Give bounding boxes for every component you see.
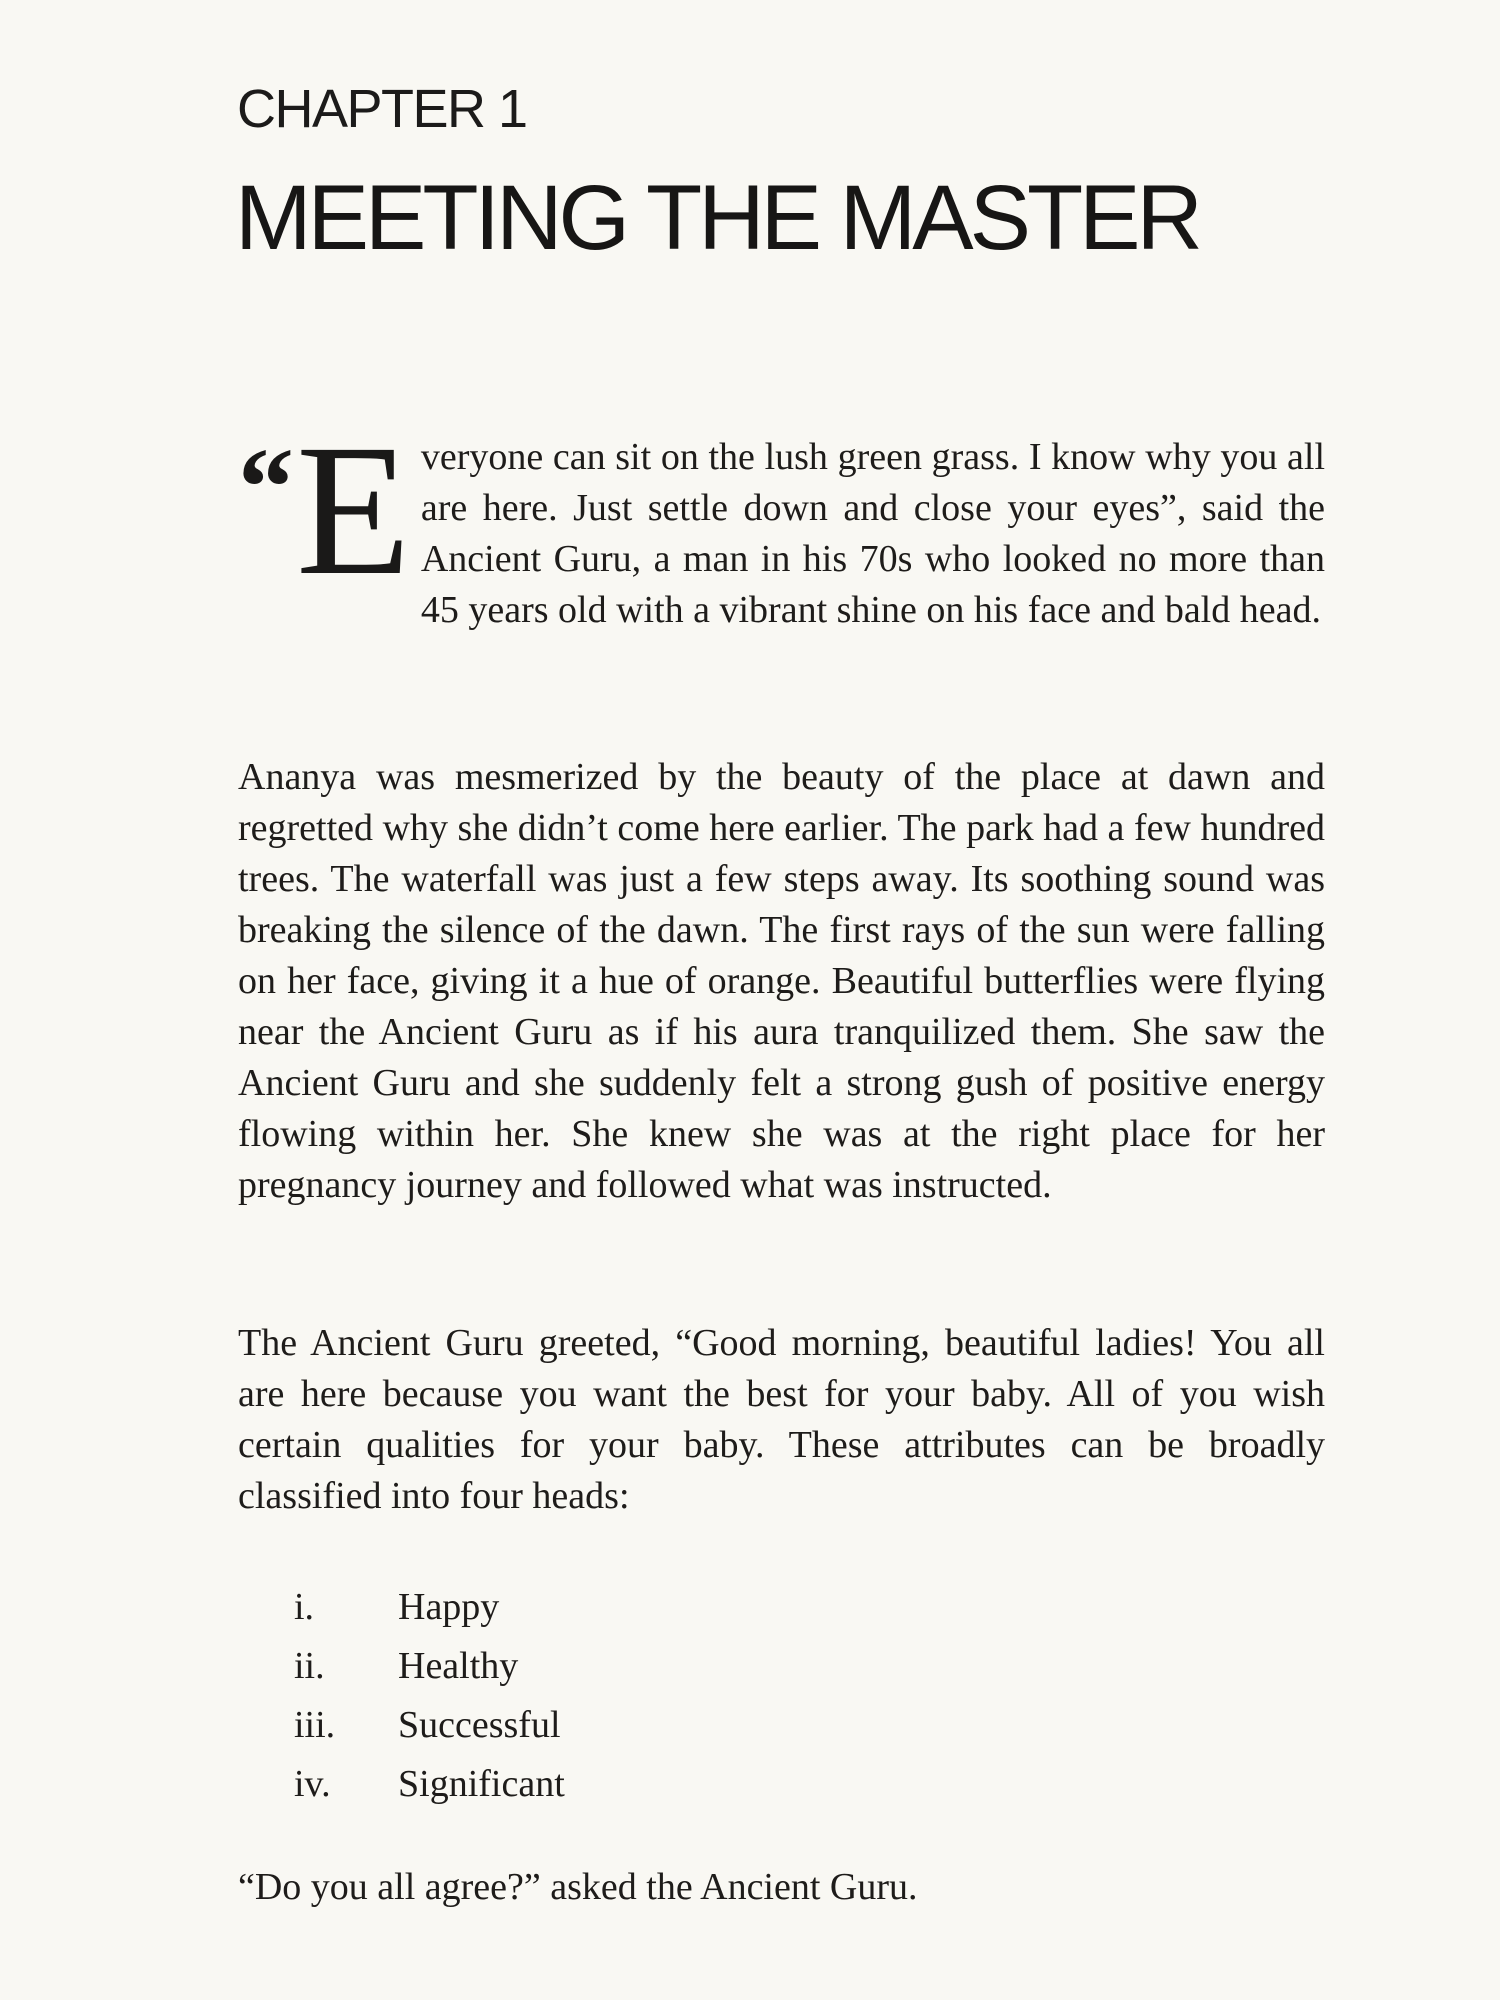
list-numeral: ii. — [294, 1645, 325, 1687]
paragraph-opening — [238, 405, 1325, 636]
list-label: Happy — [398, 1586, 500, 1628]
opening-quote-mark: “ — [238, 426, 294, 550]
paragraph-ananya: Ananya was mesmerized by the beauty of the place at dawn and regretted why she didn’t come here earlier. The park had a few hundred trees. The waterfall was just a few steps away. Its soothing sound was breaking the silence of the dawn. The first rays of the sun were falling on her face, giving it a hue of orange. Beautiful butterflies were flying near the Ancient Guru as if his aura tranquilized them. She saw the Ancient Guru and she suddenly felt a strong gush of positive energy flowing within her. She knew she was at the right place for her pregnancy journey and followed what was instructed. — [238, 756, 1325, 1206]
list-item — [238, 1578, 938, 1637]
paragraph-opening-text: veryone can sit on the lush green grass. I know why you all are here. Just settle down and close your eyes”, said the Ancient Guru, a man in his 70s who looked no more than 45 years old with a vibrant shine on his face and bald head. — [420, 436, 1325, 631]
list-numeral: iv. — [294, 1763, 331, 1805]
list-numeral: i. — [294, 1586, 315, 1628]
list-label: Significant — [398, 1763, 565, 1805]
list-label: Successful — [398, 1704, 561, 1746]
paragraph-greeting: The Ancient Guru greeted, “Good morning, beautiful ladies! You all are here because you want the best for your baby. All of you wish certain qualities for your baby. These attributes can be broadly classified into four heads: — [238, 1322, 1325, 1517]
paragraph-question: “Do you all agree?” asked the Ancient Guru. — [238, 1866, 918, 1908]
chapter-title: MEETING THE MASTER — [235, 167, 1199, 269]
list-label: Healthy — [398, 1645, 519, 1687]
chapter-label: CHAPTER 1 — [237, 79, 527, 139]
list-numeral: iii. — [294, 1704, 336, 1746]
list-item — [238, 1755, 938, 1814]
list-item — [238, 1637, 938, 1696]
drop-cap: E — [296, 405, 411, 614]
list-item — [238, 1696, 938, 1755]
qualities-list — [238, 1578, 938, 1814]
